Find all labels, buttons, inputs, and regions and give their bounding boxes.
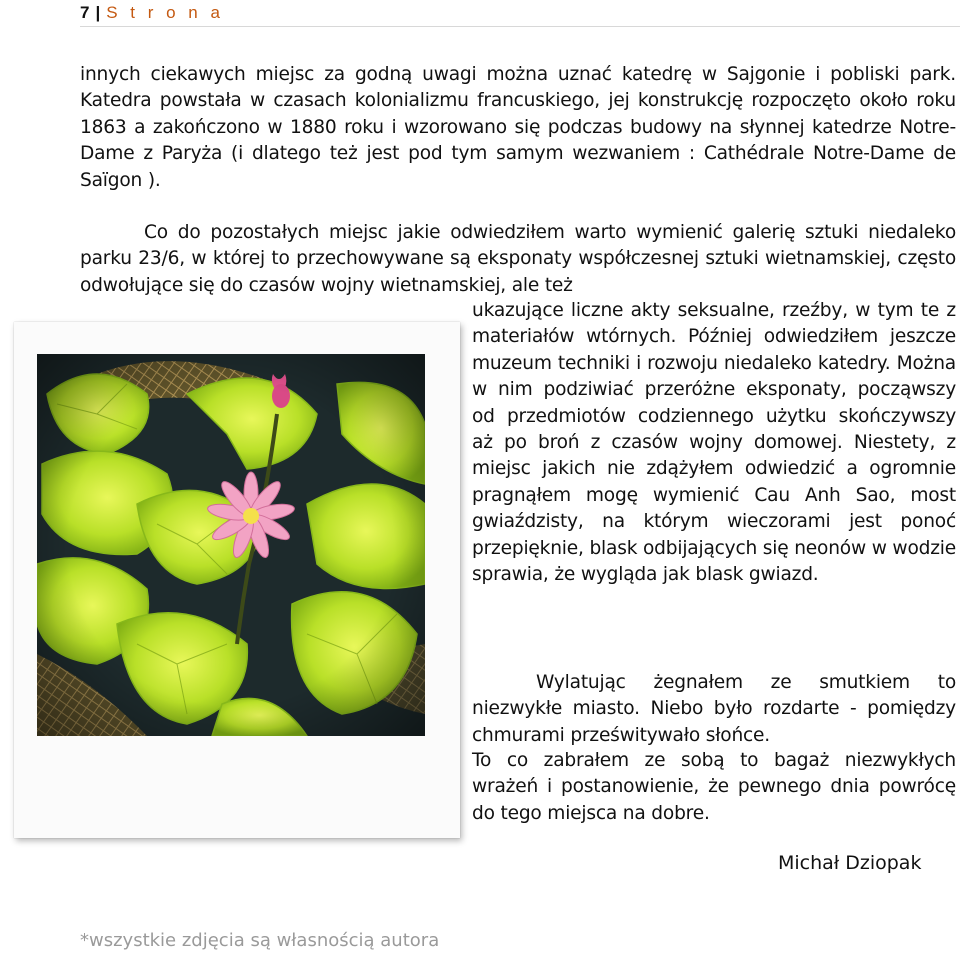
paragraph-memories: To co zabrałem ze sobą to bagaż niezwykłych wrażeń i postanowienie, że pewnego dnia powrócę do tego miejsca na dobre. bbox=[472, 750, 956, 824]
author-signature: Michał Dziopak bbox=[778, 852, 922, 874]
photo-credit-footnote: *wszystkie zdjęcia są własnością autora bbox=[80, 930, 440, 951]
page-separator: | bbox=[95, 3, 101, 22]
page-label: S t r o n a bbox=[106, 3, 224, 22]
page-number: 7 bbox=[80, 3, 90, 22]
page-header bbox=[80, 0, 960, 27]
paragraph-gallery: Co do pozostałych miejsc jakie odwiedziłem warto wymienić galerię sztuki niedaleko parku 23/6, w której to przechowywane są eksponaty współczesnej sztuki wietnamskiej, często odwołujące się do czasów wojny wietnamskiej, ale też bbox=[80, 222, 956, 296]
paragraph-departure: Wylatując żegnałem ze smutkiem to niezwykłe miasto. Niebo było rozdarte - pomiędzy chmurami prześwitywało słońce. bbox=[472, 672, 956, 746]
paragraph-cathedral: innych ciekawych miejsc za godną uwagi można uznać katedrę w Sajgonie i pobliski park. Katedra powstała w czasach kolonializmu francuskiego, jej konstrukcję rozpoczęto około roku 1863 a zakończono w 1880 roku i wzorowano się podczas budowy na słynnej katedrze Notre-Dame z Paryża (i dlatego też jest pod tym samym wezwaniem : Cathédrale Notre-Dame de Saïgon ). bbox=[80, 64, 956, 191]
lotus-photo bbox=[37, 354, 425, 736]
paragraph-museum: ukazujące liczne akty seksualne, rzeźby, w tym te z materiałów wtórnych. Później odwiedziłem jeszcze muzeum techniki i rozwoju niedaleko katedry. Można w nim podziwiać przeróżne eksponaty, począwszy od przedmiotów codziennego użytku skończywszy aż po broń z czasów wojny domowej. Niestety, z miejsc jakich nie zdążyłem odwiedzić a ogromnie pragnąłem mogę wymienić Cau Anh Sao, most gwiaździsty, na którym wieczorami jest ponoć przepięknie, blask odbijających się neonów w wodzie sprawia, że wygląda jak blask gwiazd. bbox=[472, 300, 956, 586]
